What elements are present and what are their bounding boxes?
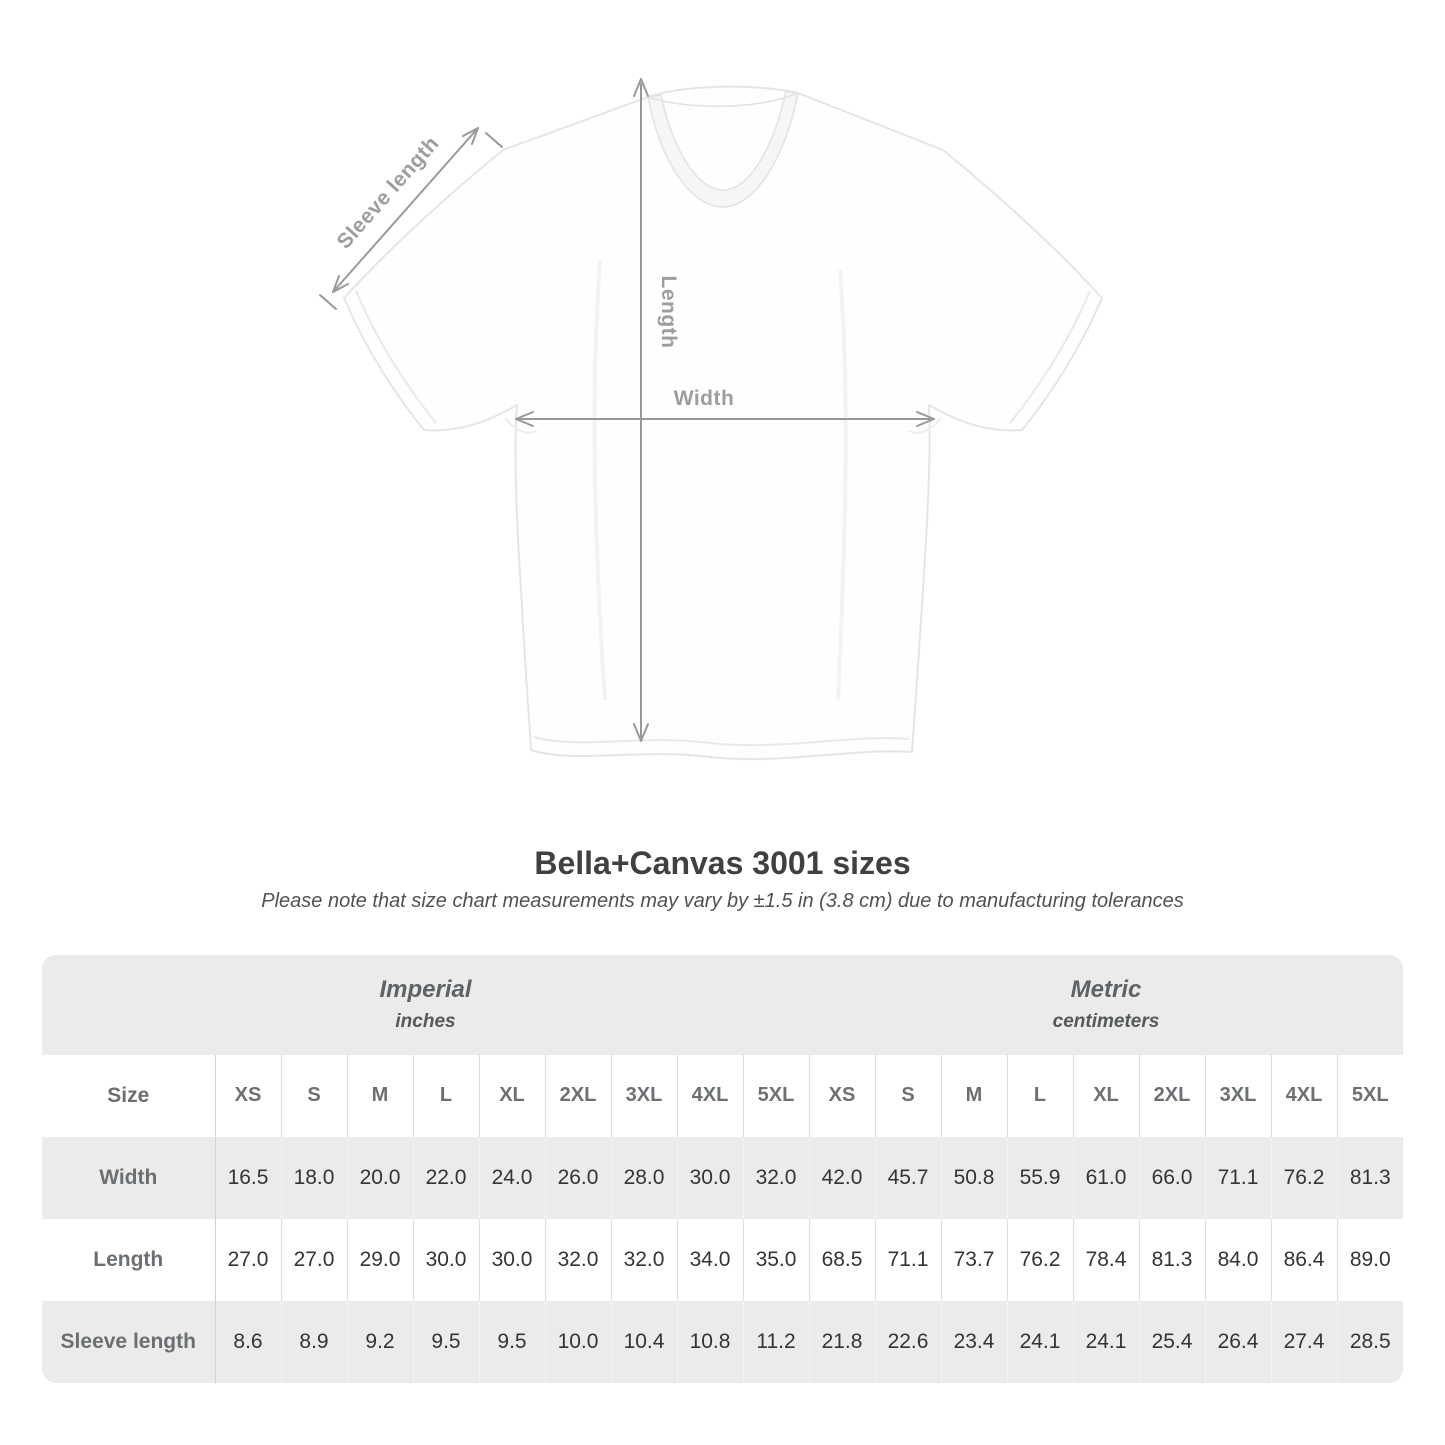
length-value-imperial: 32.0 [611,1219,677,1301]
length-value-metric: 78.4 [1073,1219,1139,1301]
tshirt-body [344,87,1102,759]
sleeve-length-row [42,1301,1403,1383]
size-code-imperial: XL [479,1055,545,1137]
sleeve-length-value-metric: 27.4 [1271,1301,1337,1383]
sleeve-length-value-imperial: 8.6 [215,1301,281,1383]
width-value-imperial: 32.0 [743,1137,809,1219]
length-value-metric: 84.0 [1205,1219,1271,1301]
width-value-metric: 55.9 [1007,1137,1073,1219]
metric-label: Metric [1070,976,1142,1004]
tshirt-illustration [344,87,1102,759]
length-value-imperial: 30.0 [479,1219,545,1301]
width-value-imperial: 28.0 [611,1137,677,1219]
sleeve-length-value-imperial: 11.2 [743,1301,809,1383]
length-value-metric: 68.5 [809,1219,875,1301]
length-label: Length [657,275,680,349]
size-column-header: Size [107,1083,150,1107]
size-code-metric: 2XL [1139,1055,1205,1137]
length-value-metric: 71.1 [875,1219,941,1301]
tolerance-note: Please note that size chart measurements may vary by ±1.5 in (3.8 cm) due to manufacturing tolerances [261,889,1184,912]
unit-group-metric [809,955,1403,1055]
length-value-metric: 76.2 [1007,1219,1073,1301]
width-value-imperial: 22.0 [413,1137,479,1219]
width-label: Width [673,387,735,410]
length-value-imperial: 30.0 [413,1219,479,1301]
width-value-metric: 61.0 [1073,1137,1139,1219]
size-code-imperial: XS [215,1055,281,1137]
length-value-metric: 81.3 [1139,1219,1205,1301]
length-value-metric: 89.0 [1337,1219,1403,1301]
size-code-metric: S [875,1055,941,1137]
size-code-metric: 4XL [1271,1055,1337,1137]
size-code-metric: M [941,1055,1007,1137]
length-value-imperial: 27.0 [215,1219,281,1301]
size-code-imperial: 3XL [611,1055,677,1137]
sleeve-length-value-metric: 24.1 [1007,1301,1073,1383]
size-code-metric: 3XL [1205,1055,1271,1137]
width-value-metric: 50.8 [941,1137,1007,1219]
size-table-panel [42,955,1403,1383]
sleeve-length-value-imperial: 10.4 [611,1301,677,1383]
size-code-metric: 5XL [1337,1055,1403,1137]
imperial-sublabel: inches [395,1011,456,1033]
width-value-metric: 42.0 [809,1137,875,1219]
width-value-metric: 45.7 [875,1137,941,1219]
length-row-label: Length [93,1247,164,1271]
sleeve-length-value-imperial: 8.9 [281,1301,347,1383]
page-title: Bella+Canvas 3001 sizes [534,845,911,881]
sleeve-length-label: Sleeve length [332,131,444,254]
length-value-imperial: 35.0 [743,1219,809,1301]
sleeve-length-value-imperial: 9.5 [479,1301,545,1383]
sleeve-length-value-imperial: 9.5 [413,1301,479,1383]
length-value-metric: 86.4 [1271,1219,1337,1301]
width-row [42,1137,1403,1219]
unit-groups-row [42,955,1403,1055]
width-value-imperial: 24.0 [479,1137,545,1219]
sleeve-length-value-metric: 22.6 [875,1301,941,1383]
size-table [42,955,1403,1383]
length-value-imperial: 29.0 [347,1219,413,1301]
size-code-imperial: 2XL [545,1055,611,1137]
sleeve-length-value-metric: 26.4 [1205,1301,1271,1383]
width-value-metric: 66.0 [1139,1137,1205,1219]
sleeve-length-value-metric: 23.4 [941,1301,1007,1383]
size-code-imperial: L [413,1055,479,1137]
size-code-imperial: S [281,1055,347,1137]
sleeve-length-value-metric: 25.4 [1139,1301,1205,1383]
size-code-metric: XL [1073,1055,1139,1137]
sleeve-length-value-metric: 24.1 [1073,1301,1139,1383]
imperial-label: Imperial [379,976,472,1004]
width-value-imperial: 26.0 [545,1137,611,1219]
width-value-imperial: 20.0 [347,1137,413,1219]
sleeve-length-value-metric: 28.5 [1337,1301,1403,1383]
sleeve-length-value-imperial: 10.0 [545,1301,611,1383]
size-code-imperial: 4XL [677,1055,743,1137]
width-value-metric: 76.2 [1271,1137,1337,1219]
sleeve-length-value-imperial: 10.8 [677,1301,743,1383]
width-value-imperial: 16.5 [215,1137,281,1219]
length-value-imperial: 27.0 [281,1219,347,1301]
size-code-imperial: M [347,1055,413,1137]
metric-sublabel: centimeters [1052,1011,1160,1033]
sleeve-length-row-label: Sleeve length [60,1329,196,1353]
length-value-imperial: 34.0 [677,1219,743,1301]
size-code-metric: L [1007,1055,1073,1137]
width-value-metric: 71.1 [1205,1137,1271,1219]
sleeve-length-value-imperial: 9.2 [347,1301,413,1383]
width-row-label: Width [99,1165,158,1189]
unit-group-imperial [42,955,809,1055]
width-value-imperial: 18.0 [281,1137,347,1219]
length-value-imperial: 32.0 [545,1219,611,1301]
length-value-metric: 73.7 [941,1219,1007,1301]
sizes-header-row [42,1055,1403,1137]
size-code-imperial: 5XL [743,1055,809,1137]
size-code-metric: XS [809,1055,875,1137]
length-row [42,1219,1403,1301]
width-value-imperial: 30.0 [677,1137,743,1219]
sleeve-length-value-metric: 21.8 [809,1301,875,1383]
width-value-metric: 81.3 [1337,1137,1403,1219]
